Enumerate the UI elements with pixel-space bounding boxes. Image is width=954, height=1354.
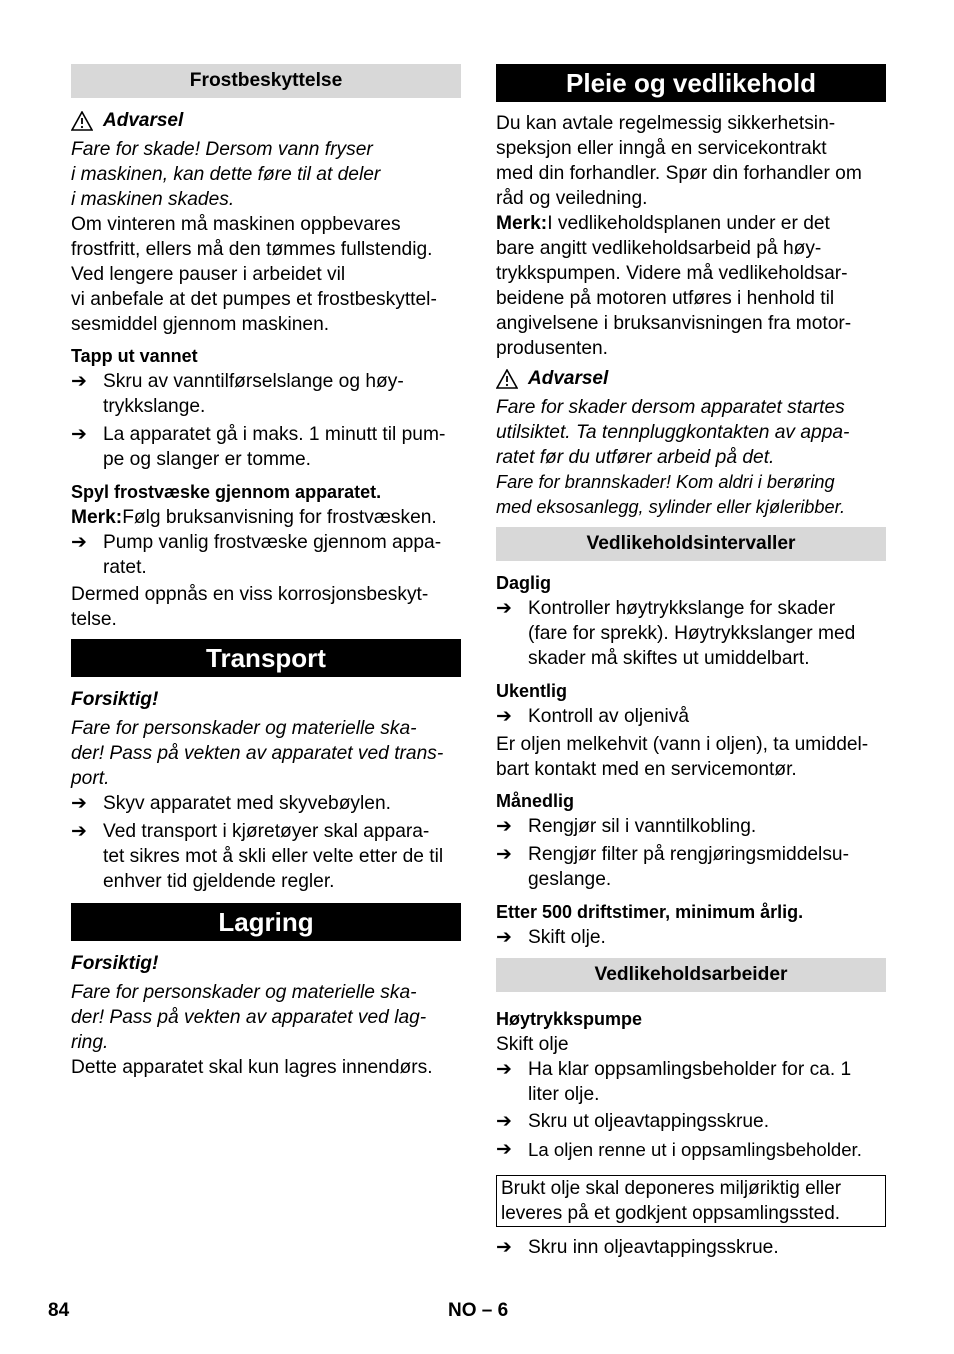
caution-heading: Forsiktig!: [71, 689, 159, 710]
arrow-right-icon: ➔: [496, 1139, 512, 1160]
subheading-ukentlig: Ukentlig: [496, 681, 568, 701]
list-item: ➔ Skift olje.: [496, 927, 606, 948]
list-item: ➔ Kontroll av oljenivå: [496, 706, 690, 727]
warning-heading: Advarsel: [496, 366, 886, 391]
frost-body-text: Om vinteren må maskinen oppbevares frostfritt, ellers må den tømmes fullstendig. Ved lengere pauser i arbeidet vil vi anbefale at det pumpes et frostbeskyttel- sesmiddel gjennom maskinen.: [71, 214, 437, 335]
arrow-right-icon: ➔: [71, 793, 87, 814]
list-item: ➔ Pump vanlig frostvæske gjennom appa- ratet.: [71, 532, 442, 578]
left-column: [71, 64, 461, 1080]
subheading-tapp-ut-vannet: Tapp ut vannet: [71, 346, 198, 366]
frost-warning-text: Fare for skade! Dersom vann fryser i maskinen, kan dette føre til at deler i maskinen skades.: [71, 139, 381, 210]
pleie-intro: Du kan avtale regelmessig sikkerhetsin- speksjon eller inngå en servicekontrakt med din forhandler. Spør din forhandler om råd og veiledning.: [496, 113, 862, 209]
skift-olje-label: Skift olje: [496, 1034, 569, 1055]
list-item: ➔ La oljen renne ut i oppsamlingsbeholder.: [496, 1139, 862, 1160]
arrow-right-icon: ➔: [496, 844, 512, 865]
section-title-intervaller: Vedlikeholdsintervaller: [496, 527, 886, 561]
warning-heading: Advarsel: [71, 108, 461, 133]
arrow-right-icon: ➔: [71, 532, 87, 553]
pleie-warning-text: Fare for skader dersom apparatet startes utilsiktet. Ta tennpluggkontakten av appa- ratet før du utfører arbeid på det.: [496, 397, 850, 468]
list-item: ➔ Skru av vanntilførselslange og høy- trykkslange.: [71, 371, 404, 417]
transport-warning-text: Fare for personskader og materielle ska- der! Pass på vekten av apparatet ved trans- port.: [71, 718, 444, 789]
lagring-warning-text: Fare for personskader og materielle ska- der! Pass på vekten av apparatet ved lag- ring.: [71, 982, 427, 1053]
list-item: ➔ Skyv apparatet med skyvebøylen.: [71, 793, 391, 814]
list-item: ➔ Skru ut oljeavtappingsskrue.: [496, 1111, 770, 1132]
arrow-right-icon: ➔: [496, 1237, 512, 1258]
arrow-right-icon: ➔: [496, 706, 512, 727]
list-item: ➔ La apparatet gå i maks. 1 minutt til pum- pe og slanger er tomme.: [71, 424, 446, 470]
section-title-pleie: Pleie og vedlikehold: [496, 64, 886, 102]
list-item: ➔ Rengjør sil i vanntilkobling.: [496, 816, 757, 837]
section-title-frostbeskyttelse: Frostbeskyttelse: [71, 64, 461, 98]
caution-heading: Forsiktig!: [71, 953, 159, 974]
subheading-hoytrykkspumpe: Høytrykkspumpe: [496, 1009, 643, 1029]
subheading-maanedlig: Månedlig: [496, 791, 575, 811]
arrow-right-icon: ➔: [496, 1111, 512, 1132]
arrow-right-icon: ➔: [496, 598, 512, 619]
section-title-arbeider: Vedlikeholdsarbeider: [496, 958, 886, 992]
merk-note: Merk:Følg bruksanvisning for frostvæsken.: [71, 507, 437, 528]
subheading-daglig: Daglig: [496, 573, 552, 593]
arrow-right-icon: ➔: [496, 816, 512, 837]
ukentlig-text: Er oljen melkehvit (vann i oljen), ta umiddel- bart kontakt med en servicemontør.: [496, 734, 869, 780]
list-item: ➔ Rengjør filter på rengjøringsmiddelsu- geslange.: [496, 844, 849, 890]
list-item: ➔ Skru inn oljeavtappingsskrue.: [496, 1237, 779, 1258]
page-number: 84: [48, 1300, 70, 1321]
arrow-right-icon: ➔: [496, 1059, 512, 1080]
right-column: [496, 64, 886, 1260]
merk-note: Merk:I vedlikeholdsplanen under er det bare angitt vedlikeholdsarbeid på høy- trykkspumpen. Videre må vedlikeholdsar- beidene på motoren utføres i henhold til angivelsene i bruksanvisningen fra motor- produsenten.: [496, 213, 852, 359]
pleie-warning-text-small: Fare for brannskader! Kom aldri i berøring med eksosanlegg, sylinder eller kjøleribber.: [496, 472, 846, 517]
section-title-transport: Transport: [71, 639, 461, 677]
arrow-right-icon: ➔: [496, 927, 512, 948]
section-code: NO – 6: [448, 1300, 509, 1321]
warning-triangle-icon: [496, 369, 518, 389]
arrow-right-icon: ➔: [71, 821, 87, 842]
lagring-text: Dette apparatet skal kun lagres innendørs.: [71, 1057, 433, 1078]
spyl-after-text: Dermed oppnås en viss korrosjonsbeskyt- telse.: [71, 584, 429, 630]
subheading-spyl-frostvaeske: Spyl frostvæske gjennom apparatet.: [71, 482, 382, 502]
list-item: ➔ Ved transport i kjøretøyer skal appara- tet sikres mot å skli eller velte etter de til enhver tid gjeldende regler.: [71, 821, 444, 892]
list-item: ➔ Kontroller høytrykkslange for skader (fare for sprekk). Høytrykkslanger med skader må skiftes ut umiddelbart.: [496, 598, 856, 669]
subheading-etter-500: Etter 500 driftstimer, minimum årlig.: [496, 902, 804, 922]
warning-triangle-icon: [71, 111, 93, 131]
section-title-lagring: Lagring: [71, 903, 461, 941]
arrow-right-icon: ➔: [71, 371, 87, 392]
arrow-right-icon: ➔: [71, 424, 87, 445]
list-item: ➔ Ha klar oppsamlingsbeholder for ca. 1 liter olje.: [496, 1059, 852, 1105]
note-box: Brukt olje skal deponeres miljøriktig eller leveres på et godkjent oppsamlingssted.: [496, 1175, 886, 1227]
